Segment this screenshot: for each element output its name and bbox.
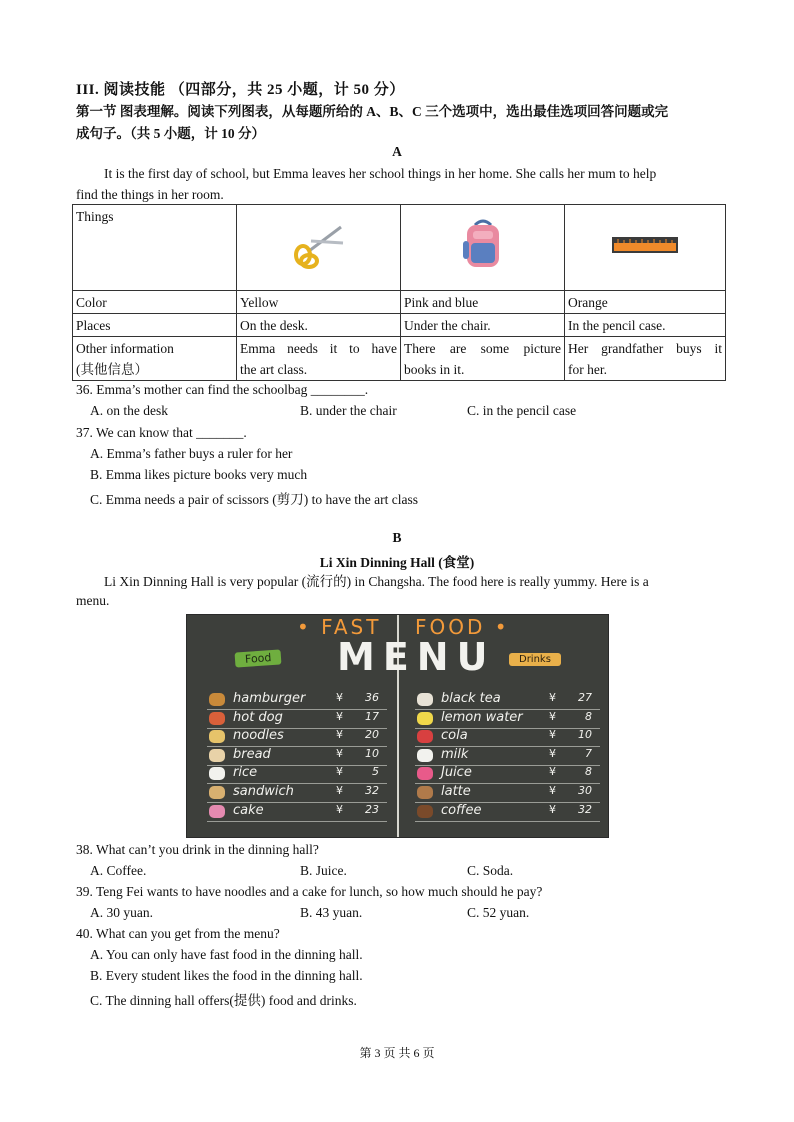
fast-word: FAST bbox=[321, 615, 382, 639]
header-cell: Things bbox=[73, 205, 237, 291]
menu-heading: MENU bbox=[337, 635, 496, 679]
menu-item bbox=[207, 803, 387, 822]
cell-line: Other information bbox=[76, 341, 174, 356]
question-36: 36. Emma’s mother can find the schoolbag ________. bbox=[76, 382, 369, 397]
table-row bbox=[73, 291, 726, 314]
schoolbag-icon bbox=[459, 217, 507, 273]
dot-icon: • bbox=[297, 615, 322, 639]
menu-item-name: Juice bbox=[441, 765, 472, 781]
dot-icon: • bbox=[485, 615, 510, 639]
option-36a: A. on the desk bbox=[90, 403, 168, 418]
food-icon bbox=[209, 786, 225, 799]
instruction-line-1: 第一节 图表理解。阅读下列图表，从每题所给的 A、B、C 三个选项中，选出最佳选项回答问题或完 bbox=[76, 104, 669, 119]
option-38a: A. Coffee. bbox=[90, 863, 147, 878]
menu-item-name: sandwich bbox=[233, 784, 294, 799]
menu-item-price: 8 bbox=[585, 765, 592, 779]
table-cell: Pink and blue bbox=[401, 291, 565, 314]
table-cell bbox=[237, 337, 401, 381]
scissors-icon bbox=[291, 221, 347, 269]
option-38c: C. Soda. bbox=[467, 863, 514, 878]
menu-item bbox=[207, 747, 387, 766]
table-cell: Orange bbox=[565, 291, 726, 314]
menu-item-name: bread bbox=[233, 746, 271, 762]
menu-item-price: 20 bbox=[365, 728, 379, 742]
menu-item-name: cake bbox=[233, 802, 264, 818]
option-37c: C. Emma needs a pair of scissors (剪刀) to have the art class bbox=[90, 492, 419, 507]
part-a-label: A bbox=[392, 144, 402, 159]
menu-item-price: 30 bbox=[578, 784, 592, 797]
table-cell bbox=[401, 337, 565, 381]
food-icon bbox=[209, 730, 225, 743]
option-38b: B. Juice. bbox=[300, 863, 347, 878]
food-icon bbox=[209, 805, 225, 818]
drinks-tag: Drinks bbox=[509, 653, 561, 666]
section-title: III. 阅读技能 （四部分，共 25 小题，计 50 分） bbox=[76, 82, 405, 98]
question-37: 37. We can know that _______. bbox=[76, 425, 247, 440]
menu-item-name: coffee bbox=[441, 802, 482, 818]
currency-symbol: ¥ bbox=[336, 802, 343, 816]
page-footer: 第 3 页 共 6 页 bbox=[359, 1046, 435, 1060]
food-icon bbox=[209, 767, 225, 780]
menu-item-price: 17 bbox=[365, 709, 379, 723]
menu-item bbox=[207, 691, 387, 710]
food-icon bbox=[417, 712, 433, 725]
currency-symbol: ¥ bbox=[336, 728, 343, 742]
food-icon bbox=[417, 767, 433, 780]
table-cell: On the desk. bbox=[237, 314, 401, 337]
menu-item-name: noodles bbox=[233, 728, 284, 744]
option-40c: C. The dinning hall offers(提供) food and drinks. bbox=[90, 993, 357, 1008]
menu-item bbox=[207, 784, 387, 803]
menu-item-price: 7 bbox=[585, 746, 592, 760]
cell-line: There are some picture bbox=[404, 341, 561, 356]
food-icon bbox=[209, 712, 225, 725]
part-a-intro-line-1: It is the first day of school, but Emma leaves her school things in her home. She calls her mum to help bbox=[104, 166, 657, 181]
menu-item-price: 27 bbox=[578, 691, 592, 704]
menu-item-name: black tea bbox=[441, 691, 501, 706]
food-tag: Food bbox=[235, 649, 282, 667]
menu-item-price: 8 bbox=[585, 709, 592, 723]
currency-symbol: ¥ bbox=[336, 765, 343, 779]
option-39b: B. 43 yuan. bbox=[300, 905, 363, 920]
option-39c: C. 52 yuan. bbox=[467, 905, 530, 920]
currency-symbol: ¥ bbox=[549, 765, 556, 779]
option-37b: B. Emma likes picture books very much bbox=[90, 467, 308, 482]
part-b-label: B bbox=[392, 530, 402, 545]
table-row bbox=[73, 314, 726, 337]
menu-item bbox=[415, 765, 600, 784]
menu-item-name: milk bbox=[441, 746, 469, 762]
cell-line: books in it. bbox=[404, 362, 465, 377]
question-40: 40. What can you get from the menu? bbox=[76, 926, 280, 941]
scissors-cell bbox=[237, 205, 401, 291]
currency-symbol: ¥ bbox=[549, 784, 556, 797]
menu-item bbox=[415, 728, 600, 747]
menu-item-name: latte bbox=[441, 784, 471, 799]
table-row bbox=[73, 205, 726, 291]
currency-symbol: ¥ bbox=[549, 802, 556, 816]
table-cell bbox=[73, 337, 237, 381]
menu-item-price: 32 bbox=[365, 784, 379, 797]
menu-item-price: 5 bbox=[372, 765, 379, 779]
food-icon bbox=[209, 693, 225, 706]
currency-symbol: ¥ bbox=[336, 709, 343, 723]
part-b-title: Li Xin Dinning Hall (食堂) bbox=[319, 555, 475, 570]
food-icon bbox=[417, 730, 433, 743]
menu-item-price: 10 bbox=[578, 728, 592, 742]
part-b-intro-line-2: menu. bbox=[76, 593, 110, 608]
option-40b: B. Every student likes the food in the dinning hall. bbox=[90, 968, 363, 983]
section-instruction bbox=[76, 101, 726, 145]
menu-item bbox=[415, 747, 600, 766]
option-36b: B. under the chair bbox=[300, 403, 397, 418]
currency-symbol: ¥ bbox=[336, 691, 343, 704]
menu-item bbox=[415, 803, 600, 822]
table-cell: Color bbox=[73, 291, 237, 314]
currency-symbol: ¥ bbox=[549, 709, 556, 723]
menu-item-name: hamburger bbox=[233, 691, 306, 706]
currency-symbol: ¥ bbox=[549, 746, 556, 760]
part-b-intro bbox=[76, 571, 720, 592]
food-icon bbox=[417, 805, 433, 818]
cell-line: for her. bbox=[568, 362, 607, 377]
food-word: FOOD bbox=[415, 615, 486, 639]
menu-item bbox=[415, 784, 600, 803]
ruler-cell bbox=[565, 205, 726, 291]
menu-item-name: lemon water bbox=[441, 709, 523, 725]
table-cell: Yellow bbox=[237, 291, 401, 314]
cell-line: Emma needs it to have bbox=[240, 341, 397, 356]
table-cell: Under the chair. bbox=[401, 314, 565, 337]
option-37a: A. Emma’s father buys a ruler for her bbox=[90, 446, 293, 461]
menu-item-price: 23 bbox=[365, 802, 379, 816]
currency-symbol: ¥ bbox=[336, 784, 343, 797]
question-38: 38. What can’t you drink in the dinning hall? bbox=[76, 842, 319, 857]
food-icon bbox=[417, 749, 433, 762]
table-cell: In the pencil case. bbox=[565, 314, 726, 337]
menu-item bbox=[415, 710, 600, 729]
food-icon bbox=[417, 786, 433, 799]
food-icon bbox=[209, 749, 225, 762]
cell-line: (其他信息） bbox=[76, 362, 148, 377]
menu-item-price: 32 bbox=[578, 802, 592, 816]
cell-line: the art class. bbox=[240, 362, 308, 377]
menu-item bbox=[207, 710, 387, 729]
instruction-line-2: 成句子。（共 5 小题，计 10 分） bbox=[76, 126, 265, 141]
table-row bbox=[73, 337, 726, 381]
currency-symbol: ¥ bbox=[549, 691, 556, 704]
part-b-intro-line-1: Li Xin Dinning Hall is very popular (流行的) in Changsha. The food here is really yummy. Here is a bbox=[104, 574, 649, 589]
table-cell bbox=[565, 337, 726, 381]
currency-symbol: ¥ bbox=[549, 728, 556, 742]
menu-item-name: cola bbox=[441, 728, 468, 744]
option-36c: C. in the pencil case bbox=[467, 403, 577, 418]
things-table bbox=[72, 204, 726, 381]
ruler-icon bbox=[610, 233, 680, 257]
currency-symbol: ¥ bbox=[336, 746, 343, 760]
part-a-intro-line-2: find the things in her room. bbox=[76, 187, 224, 202]
menu-item bbox=[415, 691, 600, 710]
part-a-intro bbox=[76, 163, 720, 184]
question-39: 39. Teng Fei wants to have noodles and a cake for lunch, so how much should he pay? bbox=[76, 884, 543, 899]
menu-item-name: rice bbox=[233, 765, 258, 781]
option-40a: A. You can only have fast food in the dinning hall. bbox=[90, 947, 363, 962]
menu-item bbox=[207, 765, 387, 784]
food-icon bbox=[417, 693, 433, 706]
menu-item bbox=[207, 728, 387, 747]
table-cell: Places bbox=[73, 314, 237, 337]
menu-item-name: hot dog bbox=[233, 709, 283, 725]
menu-item-price: 36 bbox=[365, 691, 379, 704]
schoolbag-cell bbox=[401, 205, 565, 291]
cell-line: Her grandfather buys it bbox=[568, 341, 722, 356]
menu-item-price: 10 bbox=[365, 746, 379, 760]
option-39a: A. 30 yuan. bbox=[90, 905, 153, 920]
menu-board bbox=[186, 614, 609, 838]
